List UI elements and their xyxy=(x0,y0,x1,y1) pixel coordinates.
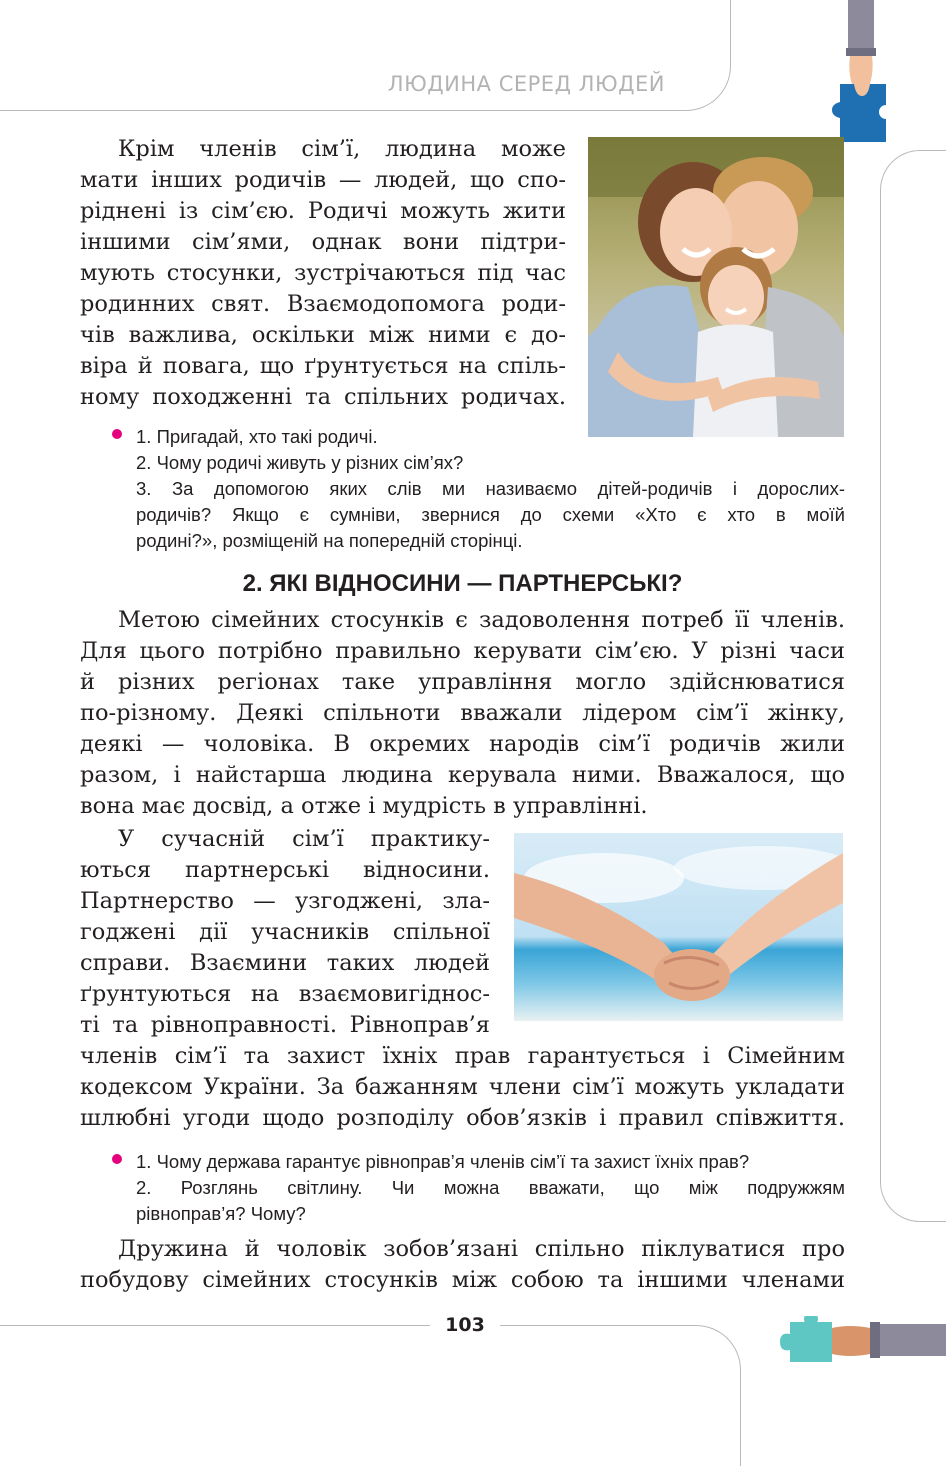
paragraph-line: ному походженні та спільних родичах. xyxy=(80,384,566,410)
question-line: 3. За допомогою яких слів ми називаємо дітей-родичів і дорослих- xyxy=(136,478,845,499)
paragraph-line: родинних свят. Взаємодопомога роди- xyxy=(80,291,566,317)
question-bullet xyxy=(112,429,122,439)
paragraph-line: віра й повага, що ґрунтується на спіль- xyxy=(80,353,566,379)
paragraph-line: членів сім’ї та захист їхніх прав гарантується і Сімейним xyxy=(80,1043,845,1069)
hand-puzzle-bottom-icon xyxy=(780,1316,946,1366)
section-heading: 2. ЯКІ ВІДНОСИНИ — ПАРТНЕРСЬКІ? xyxy=(242,570,683,597)
paragraph-line: й різних регіонах таке управління могло здійснюватися xyxy=(80,669,845,695)
paragraph-line: вона має досвід, а отже і мудрість в управлінні. xyxy=(80,793,648,819)
question-line-wrap xyxy=(136,476,845,554)
paragraph-line: ються партнерські відносини. xyxy=(80,857,490,883)
paragraph-line: кодексом України. За бажанням члени сім’ї можуть укладати xyxy=(80,1074,845,1100)
paragraph-line: Крім членів сім’ї, людина може xyxy=(118,136,566,162)
paragraph-line: побудову сімейних стосунків між собою та іншими членами xyxy=(80,1267,845,1293)
paragraph-line: У сучасній сім’ї практику- xyxy=(118,826,490,852)
running-head: ЛЮДИНА СЕРЕД ЛЮДЕЙ xyxy=(387,72,665,96)
paragraph-line: ріднені із сім’єю. Родичі можуть жити xyxy=(80,198,566,224)
family-photo xyxy=(588,137,844,437)
page-frame-right xyxy=(880,150,946,1222)
page-number: 103 xyxy=(430,1314,500,1336)
paragraph-line: справи. Взаємини таких людей xyxy=(80,950,490,976)
paragraph-line: Метою сімейних стосунків є задоволення потреб її членів. xyxy=(118,607,845,633)
paragraph-line: чів важлива, оскільки між ними є до- xyxy=(80,322,566,348)
paragraph-line: мати інших родичів — людей, що спо- xyxy=(80,167,566,193)
holding-hands-photo xyxy=(514,833,843,1021)
question-line: родині?», розміщеній на попередній сторінці. xyxy=(136,530,523,551)
paragraph-line: Дружина й чоловік зобов’язані спільно піклуватися про xyxy=(118,1236,845,1262)
question-line: 1. Чому держава гарантує рівноправ’я членів сім’ї та захист їхніх прав? xyxy=(136,1151,750,1172)
question-line: 2. Розглянь світлину. Чи можна вважати, що між подружжям xyxy=(136,1177,845,1198)
question-line-wrap xyxy=(136,1175,845,1227)
question-line: 2. Чому родичі живуть у різних сім’ях? xyxy=(136,452,464,473)
question-bullet xyxy=(112,1154,122,1164)
hand-puzzle-top-icon xyxy=(832,0,892,150)
paragraph-line: мують стосунки, зустрічаються під час xyxy=(80,260,566,286)
paragraph-line: іншими сім’ями, однак вони підтри- xyxy=(80,229,566,255)
paragraph-line: деякі — чоловіка. В окремих народів сім’ї родичів жили xyxy=(80,731,845,757)
paragraph-line: Партнерство — узгоджені, зла- xyxy=(80,888,490,914)
question-line: родичів? Якщо є сумніви, звернися до схеми «Хто є хто в моїй xyxy=(136,504,845,525)
paragraph-line: разом, і найстарша людина керувала ними. Вважалося, що xyxy=(80,762,845,788)
question-line: 1. Пригадай, хто такі родичі. xyxy=(136,426,378,447)
paragraph-line: ґрунтуються на взаємовигіднос- xyxy=(80,981,490,1007)
paragraph-line: шлюбні угоди щодо розподілу обов’язків і правил співжиття. xyxy=(80,1105,845,1131)
paragraph-line: годжені дії учасників спільної xyxy=(80,919,490,945)
page-frame-bottom xyxy=(0,1325,741,1466)
paragraph-line: ті та рівноправності. Рівноправ’я xyxy=(80,1012,490,1038)
question-line: рівноправ’я? Чому? xyxy=(136,1203,306,1224)
paragraph-line: по-різному. Деякі спільноти вважали лідером сім’ї жінку, xyxy=(80,700,845,726)
paragraph-line: Для цього потрібно правильно керувати сім’єю. У різні часи xyxy=(80,638,845,664)
